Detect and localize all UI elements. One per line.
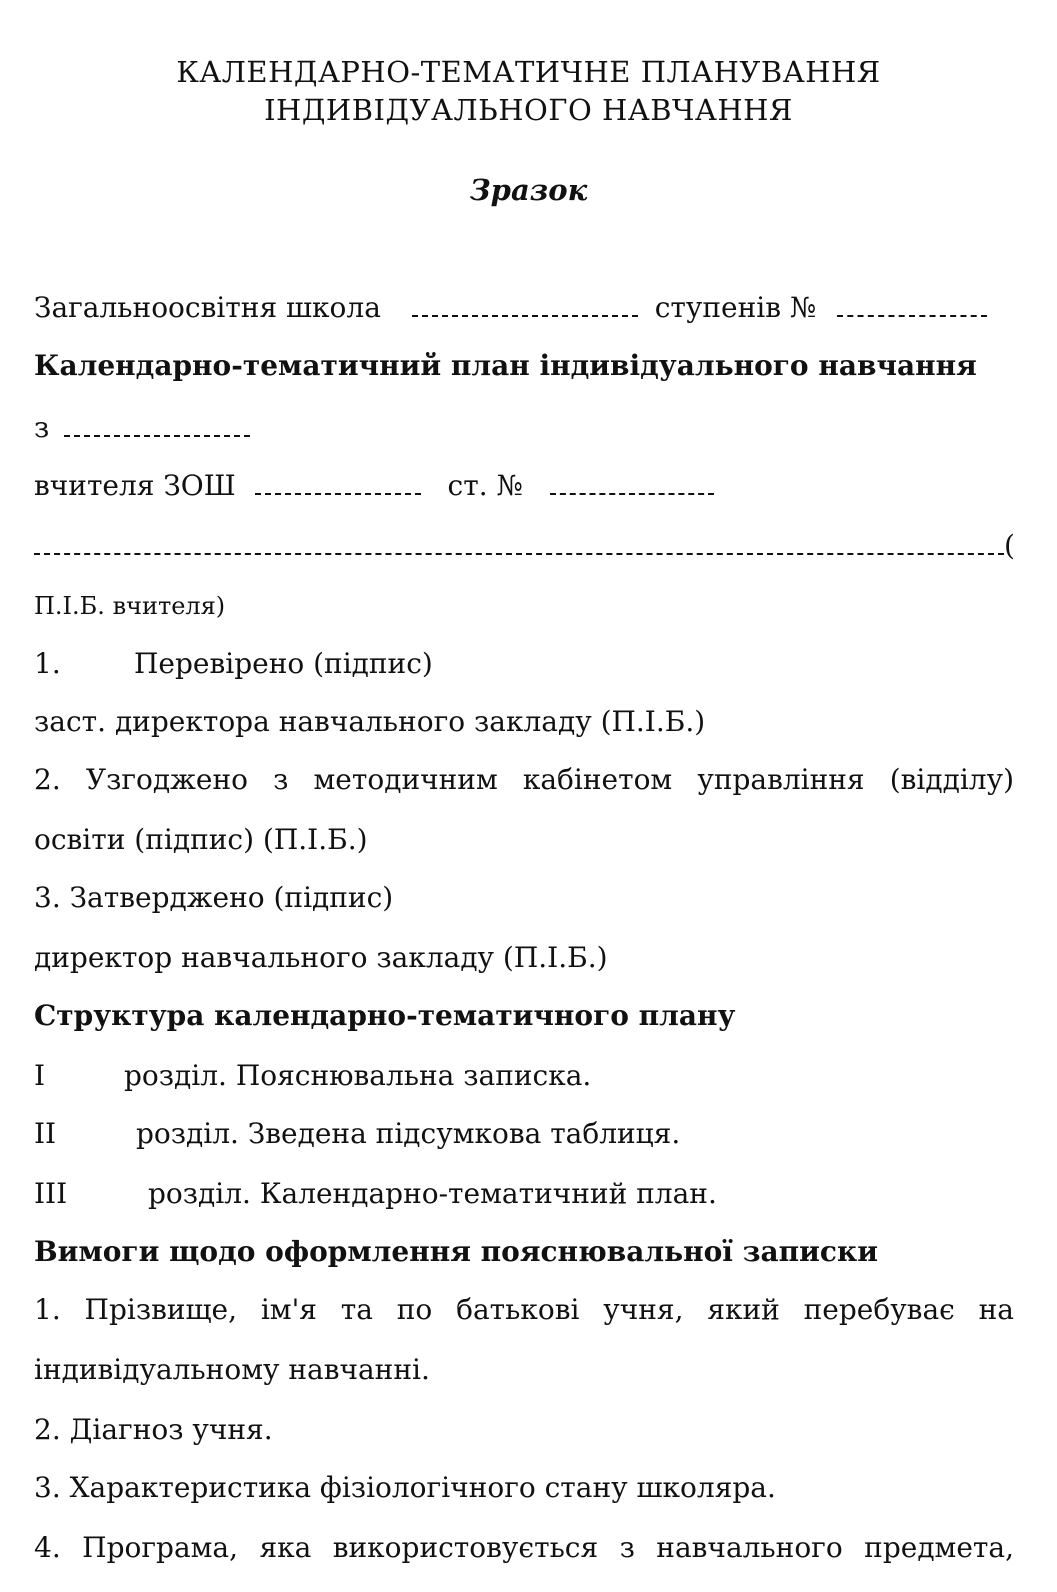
structure-item-2-text: розділ. Зведена підсумкова таблиця. [136, 1117, 681, 1150]
approval-item-1-number: 1. [34, 647, 61, 680]
page-title-line-2: ІНДИВІДУАЛЬНОГО НАВЧАННЯ [264, 93, 793, 127]
approval-item-2-line-1: 2. Узгоджено з методичним кабінетом управління (відділу) [34, 763, 1014, 796]
page-subtitle: Зразок [469, 173, 588, 207]
subject-prefix: з [34, 411, 50, 444]
structure-item-1-number: I [34, 1059, 46, 1092]
degree-label: ступенів № [654, 291, 817, 324]
teacher-label: вчителя ЗОШ [34, 469, 236, 502]
approval-item-3-sub: директор навчального закладу (П.І.Б.) [34, 941, 608, 974]
approval-item-1-sub: заст. директора навчального закладу (П.І.Б.) [34, 705, 706, 738]
school-blank [412, 293, 638, 317]
structure-item-2 [34, 1116, 680, 1152]
teacher-st-blank [550, 471, 714, 495]
teacher-name-paren: ( [1004, 529, 1015, 562]
structure-item-1-text: розділ. Пояснювальна записка. [124, 1059, 592, 1092]
subject-line [34, 410, 250, 446]
teacher-school-blank [255, 471, 421, 495]
plan-heading: Календарно-тематичний план індивідуального навчання [34, 349, 977, 382]
teacher-name-blank [34, 531, 1004, 555]
teacher-line [34, 468, 714, 504]
approval-item-3: 3. Затверджено (підпис) [34, 881, 394, 914]
requirement-item-1-line-2: індивідуальному навчанні. [34, 1353, 430, 1386]
structure-item-1 [34, 1058, 591, 1094]
school-line [34, 290, 987, 326]
degree-blank [837, 293, 987, 317]
structure-heading: Структура календарно-тематичного плану [34, 999, 736, 1032]
school-label: Загальноосвітня школа [34, 291, 381, 324]
requirement-item-2: 2. Діагноз учня. [34, 1413, 273, 1446]
structure-item-3-number: III [34, 1177, 68, 1210]
requirement-item-1-line-1: 1. Прізвище, ім'я та по батькові учня, який перебуває на [34, 1293, 1014, 1326]
requirement-item-4-line-1: 4. Програма, яка використовується з навчального предмета, [34, 1531, 1014, 1564]
requirement-item-3: 3. Характеристика фізіологічного стану школяра. [34, 1471, 776, 1504]
requirements-heading: Вимоги щодо оформлення пояснювальної записки [34, 1235, 878, 1268]
structure-item-2-number: II [34, 1117, 57, 1150]
teacher-name-caption: П.І.Б. вчителя) [34, 592, 226, 620]
teacher-st-label: ст. № [447, 469, 523, 502]
teacher-name-line [34, 528, 1015, 564]
subject-blank [64, 413, 250, 437]
structure-item-3-text: розділ. Календарно-тематичний план. [148, 1177, 717, 1210]
approval-item-1-text: Перевірено (підпис) [134, 647, 433, 680]
approval-item-2-line-2: освіти (підпис) (П.І.Б.) [34, 823, 368, 856]
structure-item-3 [34, 1176, 717, 1212]
page-title-line-1: КАЛЕНДАРНО-ТЕМАТИЧНЕ ПЛАНУВАННЯ [176, 55, 881, 89]
approval-item-1 [34, 646, 433, 682]
